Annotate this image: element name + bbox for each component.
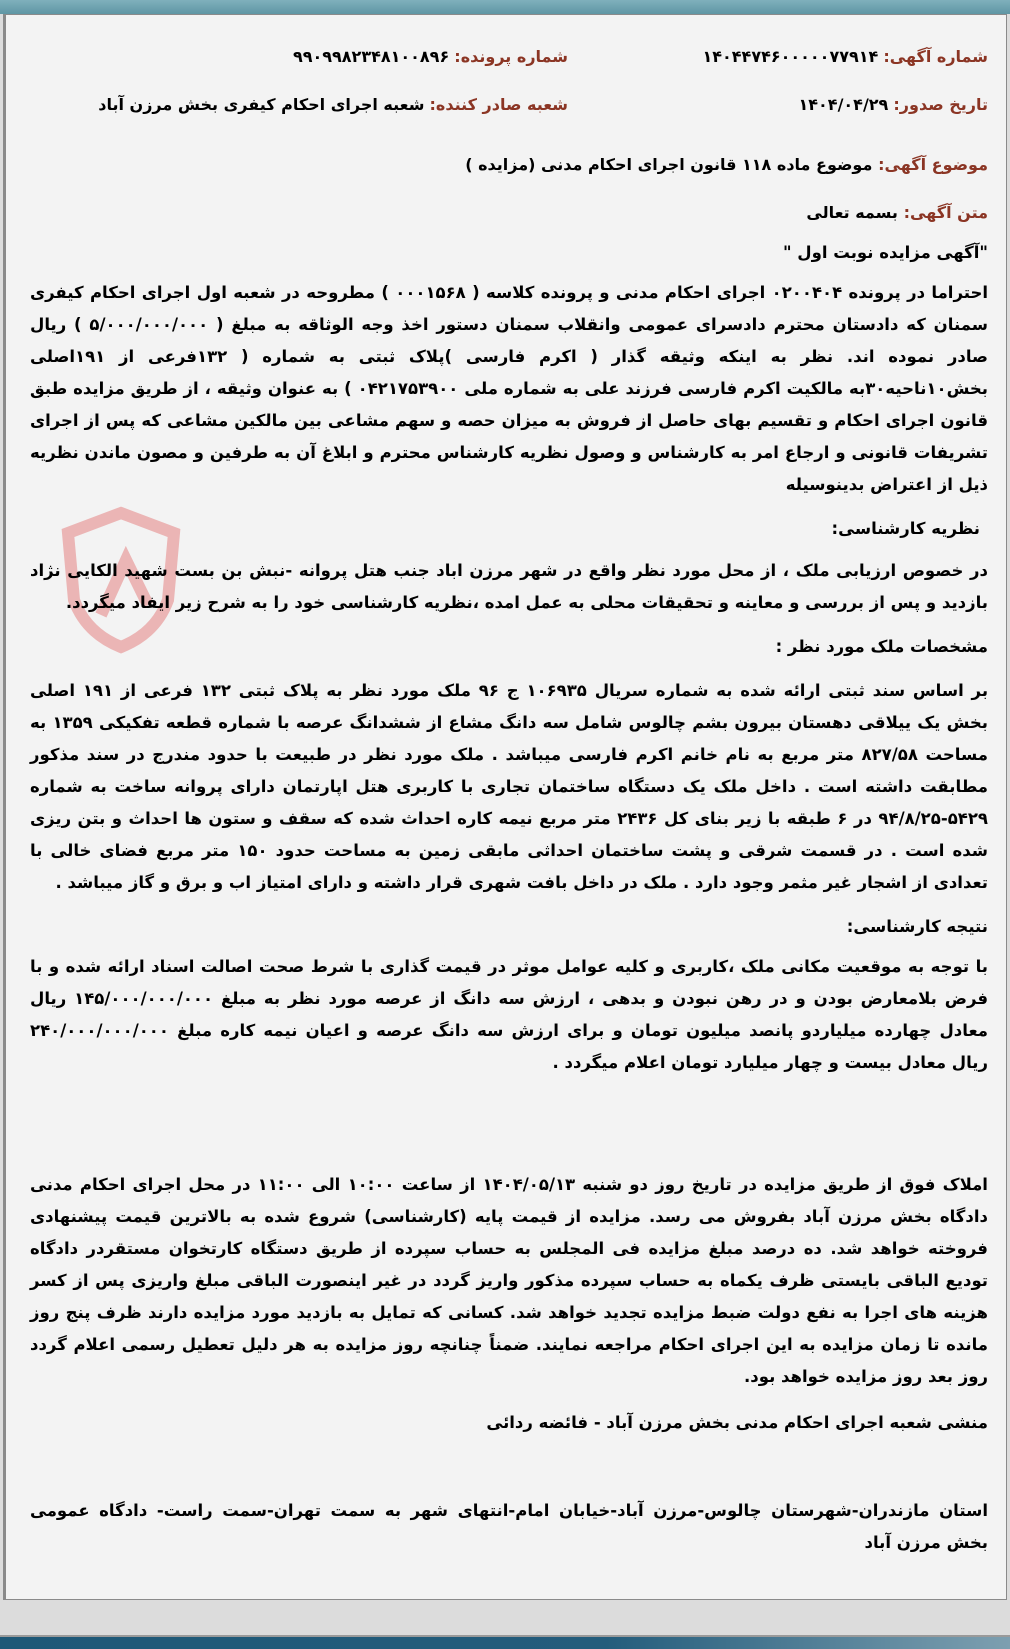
case-number-value: ۹۹۰۹۹۸۲۳۴۸۱۰۰۸۹۶ <box>292 47 450 66</box>
ad-number-value: ۱۴۰۴۴۷۴۶۰۰۰۰۰۷۷۹۱۴ <box>702 47 879 66</box>
expert-opinion-paragraph: در خصوص ارزیابی ملک ، از محل مورد نظر واقع در شهر مرزن اباد جنب هتل پروانه -نبش بن بست شهید الکایی نژاد بازدید و پس از بررسی و معاینه و تحقیقات محلی به عمل امده ،نظریه کارشناسی خود را به شرح زیر ایفاد میگردد. <box>30 561 988 612</box>
case-number-field <box>30 43 568 71</box>
ad-number-label: شماره آگهی: <box>883 47 988 66</box>
result-paragraph: با توجه به موقعیت مکانی ملک ،کاربری و کلیه عوامل موثر در قیمت گذاری با شرط صحت اصالت اسناد ارائه شده و با فرض بلامعارض بودن و در رهن نبودن و بدهی ، ارزش سه دانگ از عرصه مورد نظر به مبلغ ۱۴۵/۰۰۰/۰۰۰/۰۰۰ ریال معادل چهارده میلیاردو پانصد میلیون تومان و برای ارزش سه دانگ عرصه و اعیان نیمه کاره مبلغ ۲۴۰/۰۰۰/۰۰۰/۰۰۰ ریال معادل بیست و چهار میلیارد تومان اعلام میگردد . <box>30 957 989 1072</box>
address-paragraph: استان مازندران-شهرستان چالوس-مرزن آباد-خیابان امام-انتهای شهر به سمت تهران-سمت راست- دادگاه عمومی بخش مرزن آباد <box>30 1501 988 1552</box>
subject-label: موضوع آگهی: <box>878 155 988 174</box>
property-heading: مشخصات ملک مورد نظر : <box>775 637 988 656</box>
intro-paragraph: احتراما در پرونده ۰۲۰۰۴۰۴ اجرای احکام مدنی و پرونده کلاسه ( ۰۰۰۱۵۶۸ ) مطروحه در شعبه اول اجرای احکام کیفری سمنان که دادستان محترم دادسرای عمومی وانقلاب سمنان دستور اخذ وجه الوثاقه به مبلغ ( ۵/۰۰۰/۰۰۰/۰۰۰ ) ریال صادر نموده اند. نظر به اینکه وثیقه گذار ( اکرم فارسی )پلاک ثبتی به شماره ( ۱۳۲فرعی از ۱۹۱اصلی بخش۱۰ناحیه۳۰به مالکیت اکرم فارسی فرزند علی به شماره ملی ۰۴۲۱۷۵۳۹۰۰ ) به عنوان وثیقه ، از طریق مزایده طبق قانون اجرای احکام و تقسیم بهای حاصل از فروش به میزان حصه و سهم مشاعی بین مالکین مشاعی که پس از اجرای تشریفات قانونی و ارجاع امر به کارشناس و وصول نظریه کارشناس محترم و ابلاغ آن به طرفین و مصون ماندن نظریه ذیل از اعتراض بدینوسیله <box>30 283 989 494</box>
body-label: متن آگهی: <box>903 203 988 222</box>
ad-detail-panel <box>3 14 1007 1600</box>
property-paragraph: بر اساس سند ثبتی ارائه شده به شماره سریال ۱۰۶۹۳۵ ج ۹۶ ملک مورد نظر به پلاک ثبتی ۱۳۲ فرعی از ۱۹۱ اصلی بخش یک ییلاقی دهستان بیرون بشم چالوس شامل سه دانگ مشاع از ششدانگ عرصه با شماره قطعه تفکیکی ۱۳۵۹ به مساحت ۸۲۷/۵۸ متر مربع به نام خانم اکرم فارسی میباشد . ملک مورد نظر در طبیعت با حدود مندرج در سند مذکور مطابقت داشته است . داخل ملک یک دستگاه ساختمان تجاری با کاربری هتل اپارتمان دارای پروانه ساخت به شماره ۵۴۲۹-۹۴/۸/۲۵ در ۶ طبقه با زیر بنای کل ۲۴۳۶ متر مربع نیمه کاره احداث شده که سقف و ستون ها احداث و بتن ریزی شده است . در قسمت شرقی و پشت ساختمان احداثی مابقی زمین به مساحت حدود ۱۵۰ متر مربع فضای خالی با تعدادی از اشجار غیر مثمر وجود دارد . ملک در داخل بافت شهری قرار داشته و دارای امتیاز اب و برق و گاز میباشد . <box>30 681 989 892</box>
result-heading: نتیجه کارشناسی: <box>846 917 988 936</box>
issuing-branch-field <box>30 91 568 119</box>
issuing-branch-label: شعبه صادر کننده: <box>429 95 568 114</box>
ad-number-field <box>568 43 988 71</box>
bottom-gray-strip <box>0 1600 1010 1637</box>
header-row-2 <box>30 91 988 119</box>
auction-paragraph: املاک فوق از طریق مزایده در تاریخ روز دو شنبه ۱۴۰۴/۰۵/۱۳ از ساعت ۱۰:۰۰ الی ۱۱:۰۰ در محل اجرای احکام مدنی دادگاه بخش مرزن آباد بفروش می رسد. مزایده از قیمت پایه (کارشناسی) شروع شده به بالاترین قیمت پیشنهادی فروخته خواهد شد. ده درصد مبلغ مزایده فی المجلس به حساب سپرده از طریق دستگاه کارتخوان مستقردر دادگاه تودیع الباقی بایستی ظرف یکماه به حساب سپرده مذکور واریز گردد در غیر اینصورت الباقی مبلغ واریزی پس از کسر هزینه های اجرا به نفع دولت ضبط مزایده تجدید خواهد شد. کسانی که تمایل به بازدید مورد مزایده دارند ظرف پنج روز مانده تا زمان مزایده به این اجرای احکام مراجعه نمایند. ضمناً چنانچه روز مزایده به هر دلیل تعطیل رسمی اعلام گردد روز بعد روز مزایده خواهد بود. <box>30 1175 988 1386</box>
signature-line: منشی شعبه اجرای احکام مدنی بخش مرزن آباد - فائضه ردائی <box>486 1413 988 1432</box>
subject-field <box>30 149 988 181</box>
subject-value: موضوع ماده ۱۱۸ قانون اجرای احکام مدنی (مزایده ) <box>465 155 873 174</box>
body-opening: بسمه تعالی <box>806 203 898 222</box>
body-field <box>30 197 988 229</box>
issuing-branch-value: شعبه اجرای احکام کیفری بخش مرزن آباد <box>98 95 425 114</box>
notice-title: "آگهی مزایده نوبت اول " <box>782 243 988 262</box>
issue-date-label: تاریخ صدور: <box>893 95 988 114</box>
top-window-bar <box>0 0 1010 14</box>
issue-date-value: ۱۴۰۴/۰۴/۲۹ <box>798 95 889 114</box>
bottom-window-bar <box>0 1637 1010 1649</box>
expert-opinion-heading: نظریه کارشناسی: <box>831 519 980 538</box>
header-row-1 <box>30 43 988 71</box>
issue-date-field <box>568 91 988 119</box>
case-number-label: شماره پرونده: <box>454 47 568 66</box>
